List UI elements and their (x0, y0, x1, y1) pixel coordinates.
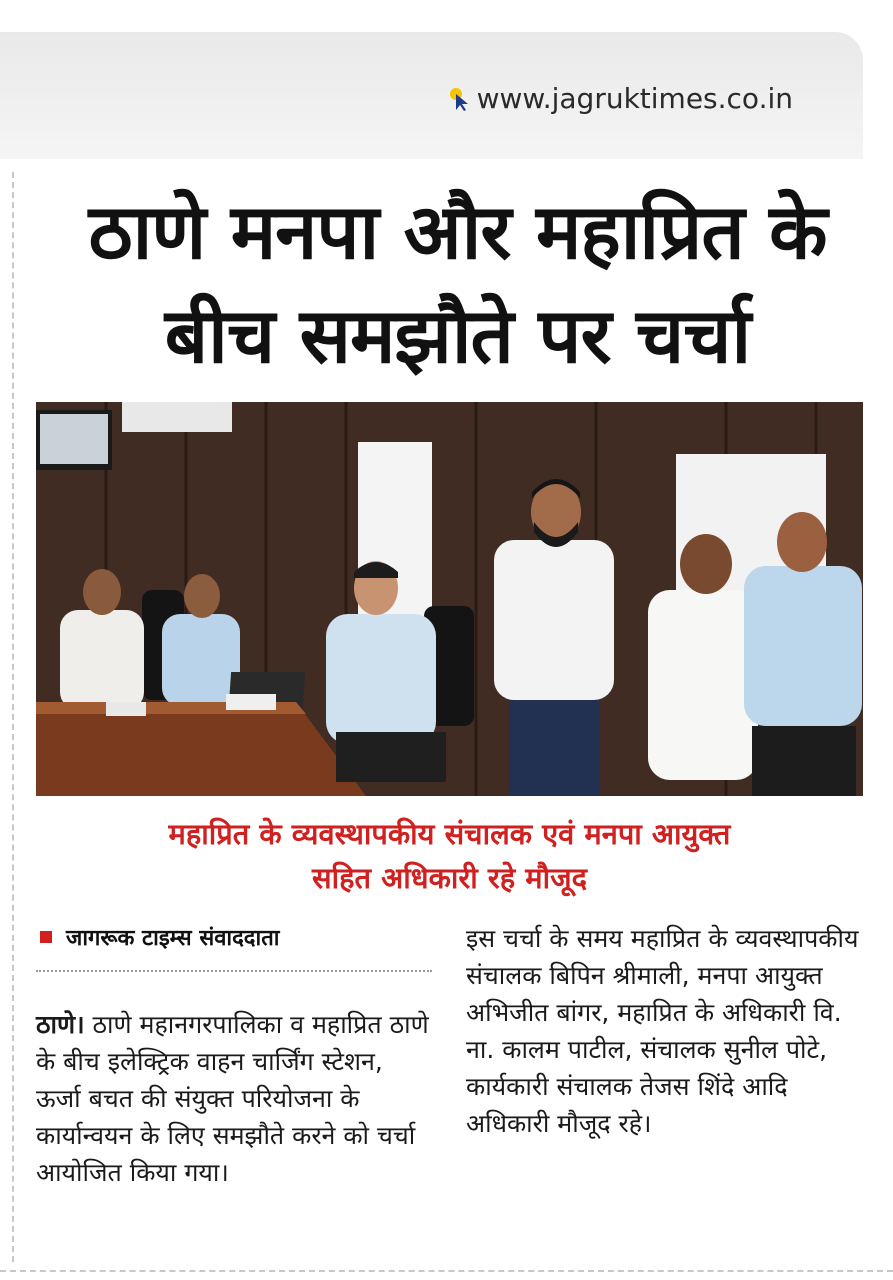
article-body-right-column (466, 920, 866, 1142)
headline-line-1: ठाणे मनपा और महाप्रित के (88, 187, 827, 276)
byline-text: जागरूक टाइम्स संवाददाता (66, 926, 280, 951)
subheadline-line-1: महाप्रित के व्यवस्थापकीय संचालक एवं मनपा आयुक्त (168, 817, 731, 851)
headline (40, 180, 875, 388)
body-right-text: इस चर्चा के समय महाप्रित के व्यवस्थापकीय संचालक बिपिन श्रीमाली, मनपा आयुक्त अभिजीत बांगर, महाप्रित के अधिकारी वि. ना. कालम पाटील, संचालक सुनील पोटे, कार्यकारी संचालक तेजस शिंदे आदि अधिकारी मौजूद रहे। (466, 924, 859, 1138)
site-url-text: www.jagruktimes.co.in (476, 82, 793, 115)
headline-line-2: बीच समझौते पर चर्चा (164, 291, 751, 380)
top-strip (0, 0, 893, 32)
masthead-band (0, 32, 863, 159)
byline-bullet-icon (40, 931, 52, 943)
article-body-left-column (36, 1006, 432, 1191)
news-photo (36, 402, 863, 796)
site-url (447, 82, 793, 115)
bottom-dashed-rule (0, 1270, 893, 1272)
dateline: ठाणे। (36, 1010, 85, 1039)
subheadline-line-2: सहित अधिकारी रहे मौजूद (311, 861, 588, 895)
cursor-pointer-icon (447, 86, 469, 112)
byline (40, 922, 432, 952)
subheadline (36, 812, 863, 900)
body-left-text: ठाणे महानगरपालिका व महाप्रित ठाणे के बीच इलेक्ट्रिक वाहन चार्जिंग स्टेशन, ऊर्जा बचत की संयुक्त परियोजना के कार्यान्वयन के लिए समझौते करने को चर्चा आयोजित किया गया। (36, 1010, 429, 1187)
left-dashed-rule (12, 172, 14, 1262)
byline-dotted-rule (36, 970, 432, 972)
